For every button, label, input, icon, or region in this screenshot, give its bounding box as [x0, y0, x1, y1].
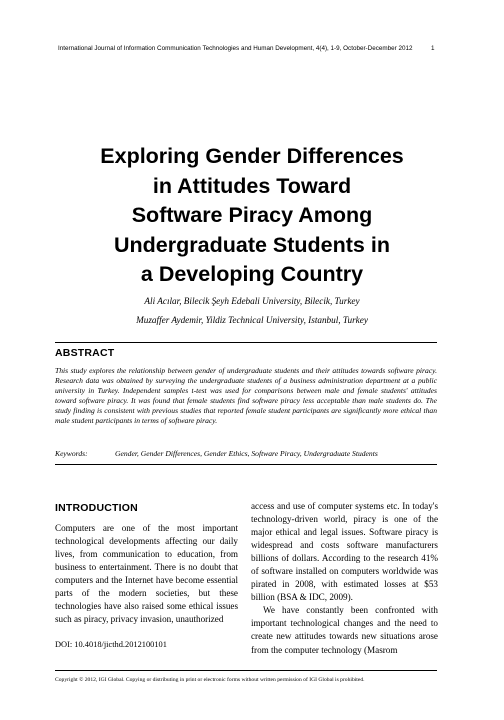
abstract-heading: ABSTRACT: [55, 347, 115, 359]
paper-title: [30, 142, 474, 290]
keywords-label: Keywords:: [55, 449, 88, 458]
intro-right-column: [251, 500, 438, 657]
keywords-list: Gender, Gender Differences, Gender Ethics, Software Piracy, Undergraduate Students: [115, 449, 378, 458]
title-line: Software Piracy Among: [131, 203, 373, 227]
copyright-notice: Copyright © 2012, IGI Global. Copying or distributing in print or electronic forms without written permission of IGI Global is prohibited.: [55, 677, 365, 683]
section-heading-introduction: INTRODUCTION: [55, 502, 138, 514]
keywords-row: [55, 449, 437, 459]
intro-left-column: Computers are one of the most important technological developments affecting our daily lives, from communication to education, from business to entertainment. There is no doubt that computers and the Internet have become essential parts of the modern societies, but these technologies have also raised some ethical issues such as piracy, privacy invasion, unauthorized: [55, 523, 238, 625]
running-header: [58, 45, 448, 53]
abstract-top-rule: [55, 342, 437, 343]
abstract-text: This study explores the relationship between gender of undergraduate students and their attitudes towards software piracy. Research data was obtained by surveying the undergraduate students of a business administration department at a public university in Turkey. Independent samples t-test was used for comparisons between male and female students' attitudes toward software piracy. It was found that female students find software piracy less acceptable than male students do. The study finding is consistent with previous studies that reported female student participants are significantly more ethical than male student participants in terms of software piracy.: [55, 366, 437, 425]
title-line: in Attitudes Toward: [152, 173, 352, 198]
intro-paragraph: access and use of computer systems etc. In today's technology-driven world, piracy is one of the major ethical and legal issues. Software piracy is widespread and costs software manufacturers billions of dollars. According to the research 41% of software installed on computers worldwide was pirated in 2008, with estimated losses at $53 billion (BSA & IDC, 2009).: [251, 501, 438, 603]
title-line: Undergraduate Students in: [114, 232, 390, 257]
footer-rule: [55, 670, 437, 671]
intro-paragraph: We have constantly been confronted with important technological changes and the need to create new attitudes towards new situations arose from the computer technology (Masrom: [251, 605, 438, 655]
title-line: a Developing Country: [140, 262, 364, 286]
page-number: 1: [431, 45, 435, 52]
author-affiliation-2: Muzaffer Aydemir, Yildiz Technical University, Istanbul, Turkey: [136, 315, 368, 325]
author-affiliation-1: Ali Acılar, Bilecik Şeyh Edebali University, Bilecik, Turkey: [144, 296, 360, 306]
abstract-bottom-rule: [55, 464, 437, 465]
doi-text: DOI: 10.4018/jicthd.2012100101: [55, 640, 167, 649]
journal-citation: International Journal of Information Communication Technologies and Human Development, 4(4), 1-9, October-December 2012: [58, 45, 413, 52]
title-line: Exploring Gender Differences: [100, 144, 404, 168]
